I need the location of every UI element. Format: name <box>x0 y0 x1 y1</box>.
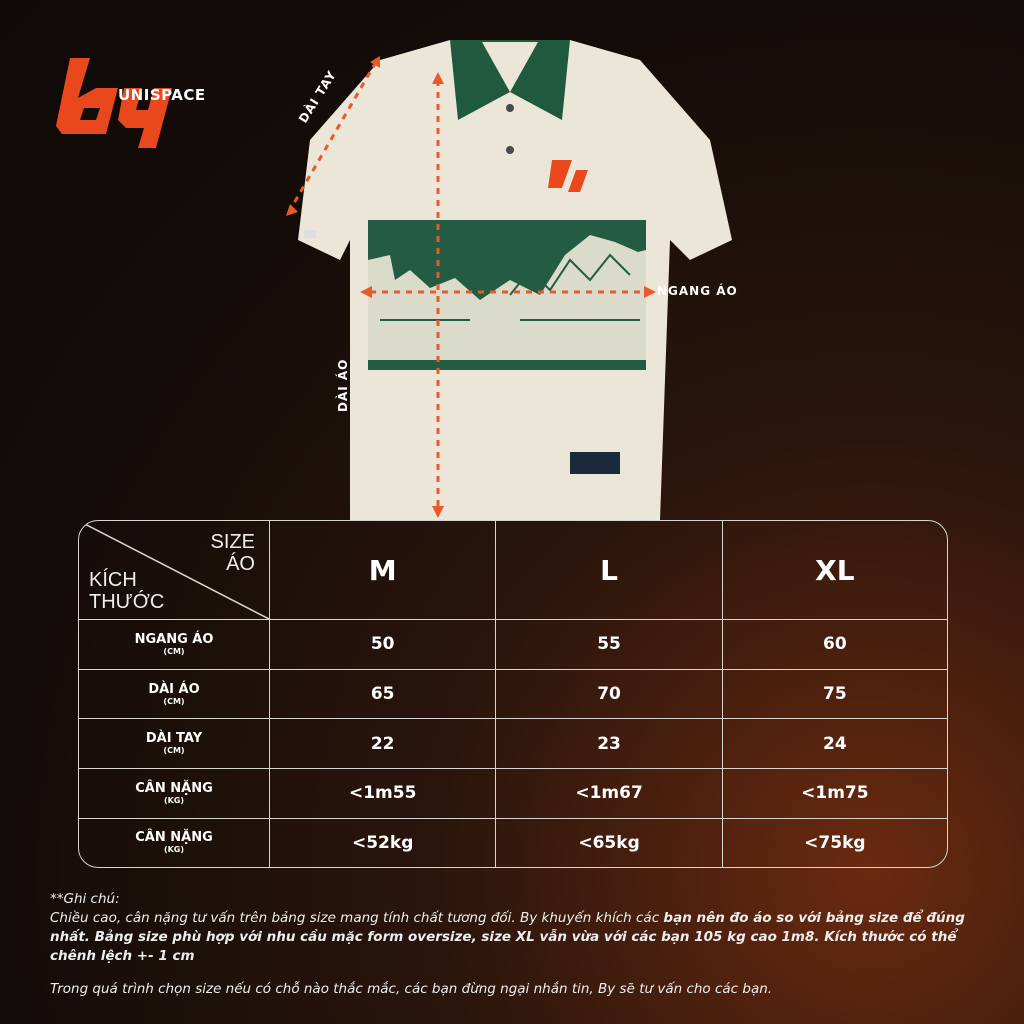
table-row <box>79 719 947 769</box>
table-cell: 22 <box>270 719 496 769</box>
table-row <box>79 669 947 719</box>
size-header-m: M <box>270 521 496 620</box>
table-cell: 70 <box>496 669 722 719</box>
notes-paragraph-2: Trong quá trình chọn size nếu có chỗ nào thắc mắc, các bạn đừng ngại nhắn tin, By sẽ tư vấn cho các bạn. <box>50 981 773 997</box>
table-cell: <1m75 <box>722 769 947 819</box>
size-header-xl: XL <box>722 521 947 620</box>
chest-width-label: NGANG ÁO <box>657 284 738 298</box>
body-length-label: DÀI ÁO <box>336 358 350 412</box>
size-chart-table <box>78 520 948 868</box>
table-row <box>79 620 947 670</box>
table-cell: <75kg <box>722 818 947 867</box>
row-label: DÀI TAY (CM) <box>79 719 270 769</box>
row-label: DÀI ÁO (CM) <box>79 669 270 719</box>
notes-paragraph-1: Chiều cao, cân nặng tư vấn trên bảng size mang tính chất tương đối. By khuyến khích các bạn nên đo áo so với bảng size để đúng nhất. Bảng size phù hợp với nhu cầu mặc form oversize, size XL vẫn vừa với các bạn 105 kg cao 1m8. Kích thước có thể chênh lệch +- 1 cm <box>50 910 965 964</box>
shirt-illustration <box>270 20 750 520</box>
sleeve-length-label: DÀI TAY <box>296 67 340 126</box>
corner-ao-label: ÁO <box>226 553 255 575</box>
table-cell: <65kg <box>496 818 722 867</box>
table-cell: <1m67 <box>496 769 722 819</box>
table-row <box>79 818 947 867</box>
size-notes <box>50 890 980 999</box>
table-row <box>79 769 947 819</box>
table-cell: 23 <box>496 719 722 769</box>
row-label: CÂN NẶNG (KG) <box>79 818 270 867</box>
table-cell: 65 <box>270 669 496 719</box>
table-cell: <52kg <box>270 818 496 867</box>
row-label: NGANG ÁO (CM) <box>79 620 270 670</box>
notes-heading: **Ghi chú: <box>50 891 120 907</box>
table-cell: 55 <box>496 620 722 670</box>
corner-size-label: SIZE <box>210 531 255 553</box>
table-corner-header <box>79 521 270 620</box>
table-cell: 24 <box>722 719 947 769</box>
table-cell: 60 <box>722 620 947 670</box>
table-cell: <1m55 <box>270 769 496 819</box>
table-cell: 50 <box>270 620 496 670</box>
corner-thuoc-label: THƯỚC <box>89 591 165 613</box>
row-label: CÂN NẶNG (KG) <box>79 769 270 819</box>
corner-kich-label: KÍCH <box>89 569 137 591</box>
table-cell: 75 <box>722 669 947 719</box>
size-header-l: L <box>496 521 722 620</box>
brand-name: UNISPACE <box>118 86 206 104</box>
